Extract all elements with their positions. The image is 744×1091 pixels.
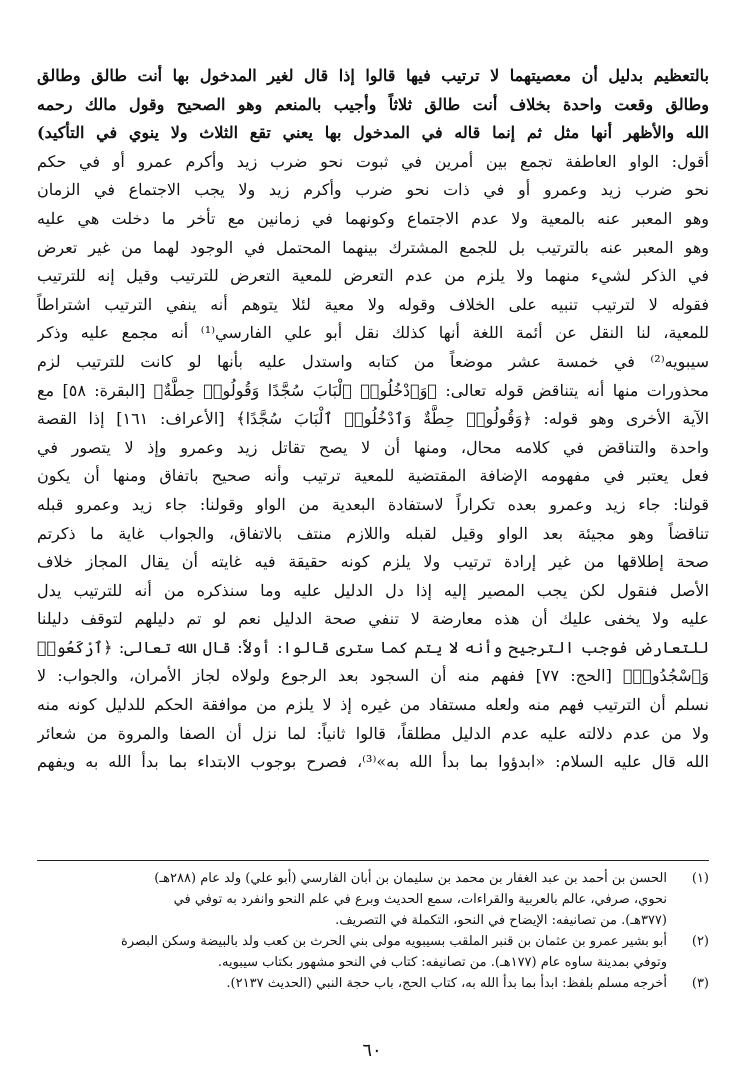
- text-line: الأصل فنقول لكن يجب المصير إليه إذا دل الدليل عليه وما سنذكره من أنه للترتيب يدل: [37, 580, 709, 600]
- text-line: الله والأظهر أنها مثل ثم إنما قاله في المدخول بها يعني تقع الثلاث ولا ينوي في التأكيد): [37, 123, 709, 143]
- footnote-line: وتوفي بمدينة ساوه عام (١٧٧هـ). من تصانيفه: كتاب في النحو مشهور بكتاب سيبويه.: [217, 955, 667, 970]
- text-line: تناقضاً وهو مجيئة بعد الواو وقيل لقبله واللازم منتف بالاتفاق، والجواب غاية ما ذكرتم: [37, 523, 709, 543]
- text-line: صحة إطلاقها من غير إرادة ترتيب ولا يلزم كونه حقيقة فيه غايته أن يقال المجاز خلاف: [37, 552, 709, 572]
- footnote-line: نحوي، صرفي، عالم بالعربية والقراءات، سمع الحديث وبرع في علم النحو وانفرد به توفي في: [173, 892, 667, 907]
- footnotes-block: [37, 868, 709, 994]
- text-line: نحو ضرب زيد وعمرو أو في ذات نحو ضرب وأكرم زيد ولا يجب الاجتماع في الزمان: [37, 180, 709, 200]
- text-line: نسلم أن الترتيب فهم منه ولعله مستفاد من غيره إذ لا يلزم من موافقة الحكم للدليل كونه منه: [37, 695, 709, 715]
- footnote-line: أبو بشير عمرو بن عثمان بن قنبر الملقب بسيبويه مولى بني الحرث بن كعب ولد بالبيضة وسكن البصرة: [121, 934, 667, 949]
- text-line: وَٱسْجُدُوا۟﴾ [الحج: ٧٧] ففهم منه أن السجود بعد الرجوع ولولاه لجاز الأمران، والجواب: لا: [37, 666, 709, 686]
- main-text-block: [37, 62, 709, 777]
- footnote-line: أخرجه مسلم بلفظ: ابدأ بما بدأ الله به، كتاب الحج، باب حجة النبي (الحديث ٢١٣٧).: [226, 976, 667, 991]
- text-line: بالتعظيم بدليل أن معصيتهما لا ترتيب فيها قالوا إذا قال لغير المدخول بها أنت طالق وطالق: [37, 66, 709, 85]
- footnote: [37, 931, 709, 973]
- text-line: أقول: الواو العاطفة تجمع بين أمرين في ثبوت نحو ضرب زيد وأكرم عمرو أو في حكم: [37, 151, 709, 171]
- text-line: وهو المعبر عنه بالمعية ولا عدم الاجتماع وكونهما في زمانين مع تأخر ما دخلت هي عليه: [37, 208, 709, 228]
- text-line: واحدة والتناقض في كلامه محال، ومنها أن لا يصح تقاتل زيد وعمرو وإذ لا يتصور في: [37, 437, 709, 457]
- footnote-separator: [37, 860, 709, 861]
- text-line: محذورات منها أنه يتناقض قوله تعالى: ﴿وَٱدْخُلُوا۟ ٱلْبَابَ سُجَّدًا وَقُولُوا۟ حِطَّةٌ﴾ [البقرة: ٥٨] مع: [37, 380, 709, 400]
- text-line: قولنا: جاء زيد وعمرو بعده تكراراً لاستفادة البعدية من الواو وقولنا: جاء زيد وعمرو قبله: [37, 494, 709, 514]
- text-line: سيبويه⁽²⁾ في خمسة عشر موضعاً من كتابه واستدل عليه بأنها لو كانت للترتيب لزم: [37, 351, 709, 371]
- page-number: ٦٠: [362, 1040, 382, 1061]
- text-line: ولا من عدم دلالته عليه عدم الدليل مطلقاً، قالوا ثانياً: لما نزل أن الصفا والمروة من شعائر: [37, 723, 709, 743]
- footnote-line: الحسن بن أحمد بن عبد الغفار بن محمد بن سليمان بن أبان الفارسي (أبو علي) ولد عام (٢٨٨هـ): [154, 871, 667, 886]
- footnote-text: [37, 931, 667, 973]
- footnote-number: (١): [691, 871, 709, 886]
- footnote: [37, 868, 709, 931]
- footnote: [37, 973, 709, 994]
- footnote-line: (٣٧٧هـ). من تصانيفه: الإيضاح في النحو، التكملة في التصريف.: [335, 913, 667, 928]
- text-line: للمعية، لنا النقل عن أئمة اللغة أنها كذلك نقل أبو علي الفارسي⁽¹⁾ أنه مجمع عليه وذكر: [37, 323, 709, 343]
- text-line: فقوله لا لترتيب تنبيه على الخلاف وقوله ولا معية لئلا يتوهم أنه ينفي الترتيب اشتراطاً: [37, 294, 709, 314]
- text-line: الآية الأخرى وهو قوله: ﴿وَقُولُوا۟ حِطَّةٌ وَٱدْخُلُوا۟ ٱلْبَابَ سُجَّدًا﴾ [الأعراف: ١٦١] إذا القصة: [37, 409, 709, 429]
- text-line: وهو المعبر عنه بالترتيب بل للجمع المشترك بينهما المحتمل في الوجود لهما من غير تعرض: [37, 237, 709, 257]
- text-line: عليه ولا يخفى عليك أن هذه معارضة لا تنفي صحة الدليل نعم لو تم دليلهم لتوقف دليلنا: [37, 609, 709, 629]
- footnote-text: [37, 973, 667, 994]
- footnote-text: [37, 868, 667, 931]
- text-line: للتعارض فوجب الترجيح وأنه لا يتم كما سترى قالوا: أولاً: قال الله تعالى: ﴿ٱرْكَعُوا۟: [37, 637, 709, 657]
- footnote-number: (٣): [691, 976, 709, 991]
- footnote-number: (٢): [691, 934, 709, 949]
- text-line: وطالق وقعت واحدة بخلاف أنت طالق ثلاثاً وأجيب بالمنعم وهو الصحيح وقول مالك رحمه: [37, 94, 709, 114]
- text-line: في الذكر لشيء منهما ولا يلزم من عدم التعرض للمعية التعرض للترتيب وقيل إنه للترتيب: [37, 266, 709, 286]
- text-line: فعل يعتبر في مفهومه الإضافة المقتضية للمعية ترتيب وأنه صحيح باتفاق ومنها أن يكون: [37, 466, 709, 486]
- text-line: الله قال عليه السلام: «ابدؤوا بما بدأ الله به»⁽³⁾، فصرح بوجوب الابتداء بما بدأ الله به ويفهم: [37, 752, 709, 772]
